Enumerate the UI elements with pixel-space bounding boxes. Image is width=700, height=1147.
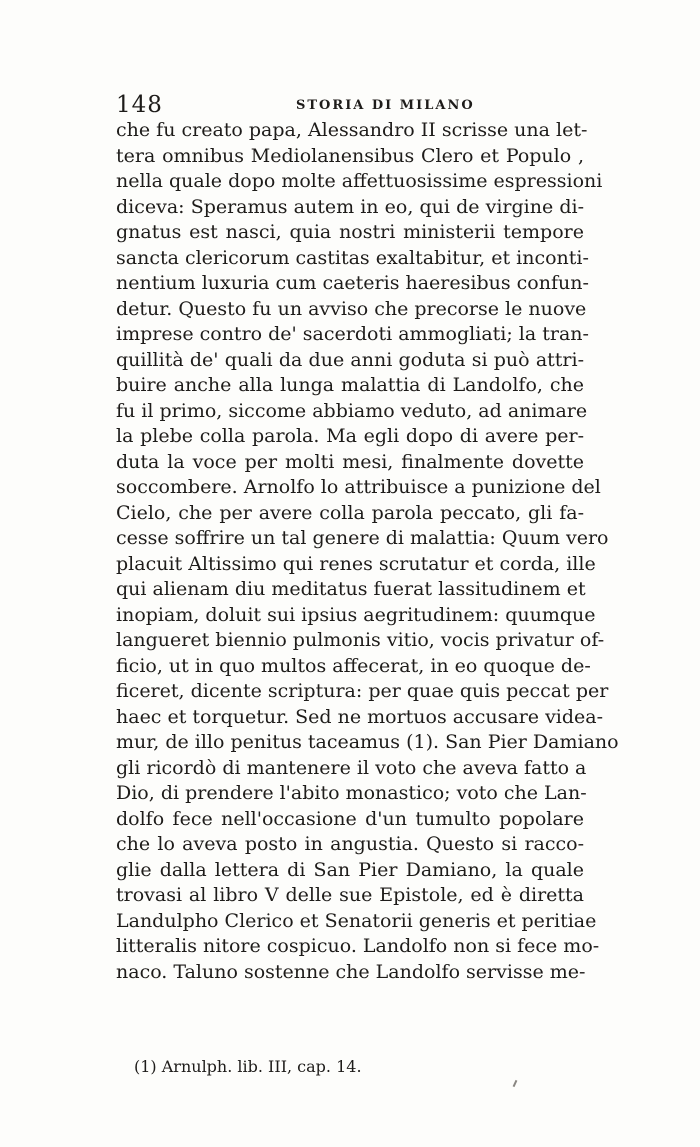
text-line: trovasi al libro V delle sue Epistole, ed è diretta [116,884,584,906]
paper-speck [513,1080,518,1087]
text-line: Dio, di prendere l'abito monastico; voto che Lan- [116,782,587,804]
text-line: ficeret, dicente scriptura: per quae quis peccat per [116,680,609,702]
text-line: quillità de' quali da due anni goduta si può attri- [116,348,584,371]
page-number: 148 [116,92,163,118]
text-line: Landulpho Clerico et Senatorii generis et peritiae [116,909,597,932]
text-line: cesse soffrire un tal genere di malattia: Quum vero [116,527,609,549]
text-line: Cielo, che per avere colla parola peccato, gli fa- [116,501,584,524]
text-line: duta la voce per molti mesi, finalmente dovette [116,450,584,473]
text-line: qui alienam diu meditatus fuerat lassitudinem et [116,578,586,600]
text-line: imprese contro de' sacerdoti ammogliati; la tran- [116,323,589,345]
text-line: mur, de illo penitus taceamus (1). San Pier Damiano [116,731,619,753]
text-line: che fu creato papa, Alessandro II scrisse una let- [116,119,588,141]
text-line: naco. Taluno sostenne che Landolfo servisse me- [116,960,586,983]
text-line: tera omnibus Mediolanensibus Clero et Populo , [116,144,584,167]
text-line: gnatus est nasci, quia nostri ministerii tempore [116,221,584,243]
text-line: nentium luxuria cum caeteris haeresibus confun- [116,272,589,294]
text-line: inopiam, doluit sui ipsius aegritudinem: quumque [116,603,596,626]
text-line: ficio, ut in quo multos affecerat, in eo quoque de- [116,654,591,677]
body-text [116,118,619,985]
text-line: dolfo fece nell'occasione d'un tumulto popolare [116,807,584,830]
text-line: fu il primo, siccome abbiamo veduto, ad animare [116,399,588,422]
text-line: detur. Questo fu un avviso che precorse le nuove [116,297,587,320]
text-line: buire anche alla lunga malattia di Landolfo, che [116,374,584,396]
page-header [116,92,584,118]
running-title: STORIA DI MILANO [296,98,475,113]
text-line: diceva: Speramus autem in eo, qui de virgine di- [116,195,584,218]
text-line: haec et torquetur. Sed ne mortuos accusare videa- [116,705,604,728]
text-line: langueret biennio pulmonis vitio, vocis privatur of- [116,629,605,651]
text-line: che lo aveva posto in angustia. Questo si racco- [116,833,584,855]
text-line: glie dalla lettera di San Pier Damiano, la quale [116,858,584,881]
text-line: la plebe colla parola. Ma egli dopo di avere per- [116,425,584,447]
text-line: placuit Altissimo qui renes scrutatur et corda, ille [116,552,596,575]
text-line: gli ricordò di mantenere il voto che aveva fatto a [116,756,587,779]
text-line: litteralis nitore cospicuo. Landolfo non si fece mo- [116,935,600,957]
text-line: sancta clericorum castitas exaltabitur, et inconti- [116,246,589,269]
text-line: soccombere. Arnolfo lo attribuisce a punizione del [116,476,601,498]
text-line: nella quale dopo molte affettuosissime espressioni [116,170,603,192]
footnote: (1) Arnulph. lib. III, cap. 14. [134,1057,362,1076]
